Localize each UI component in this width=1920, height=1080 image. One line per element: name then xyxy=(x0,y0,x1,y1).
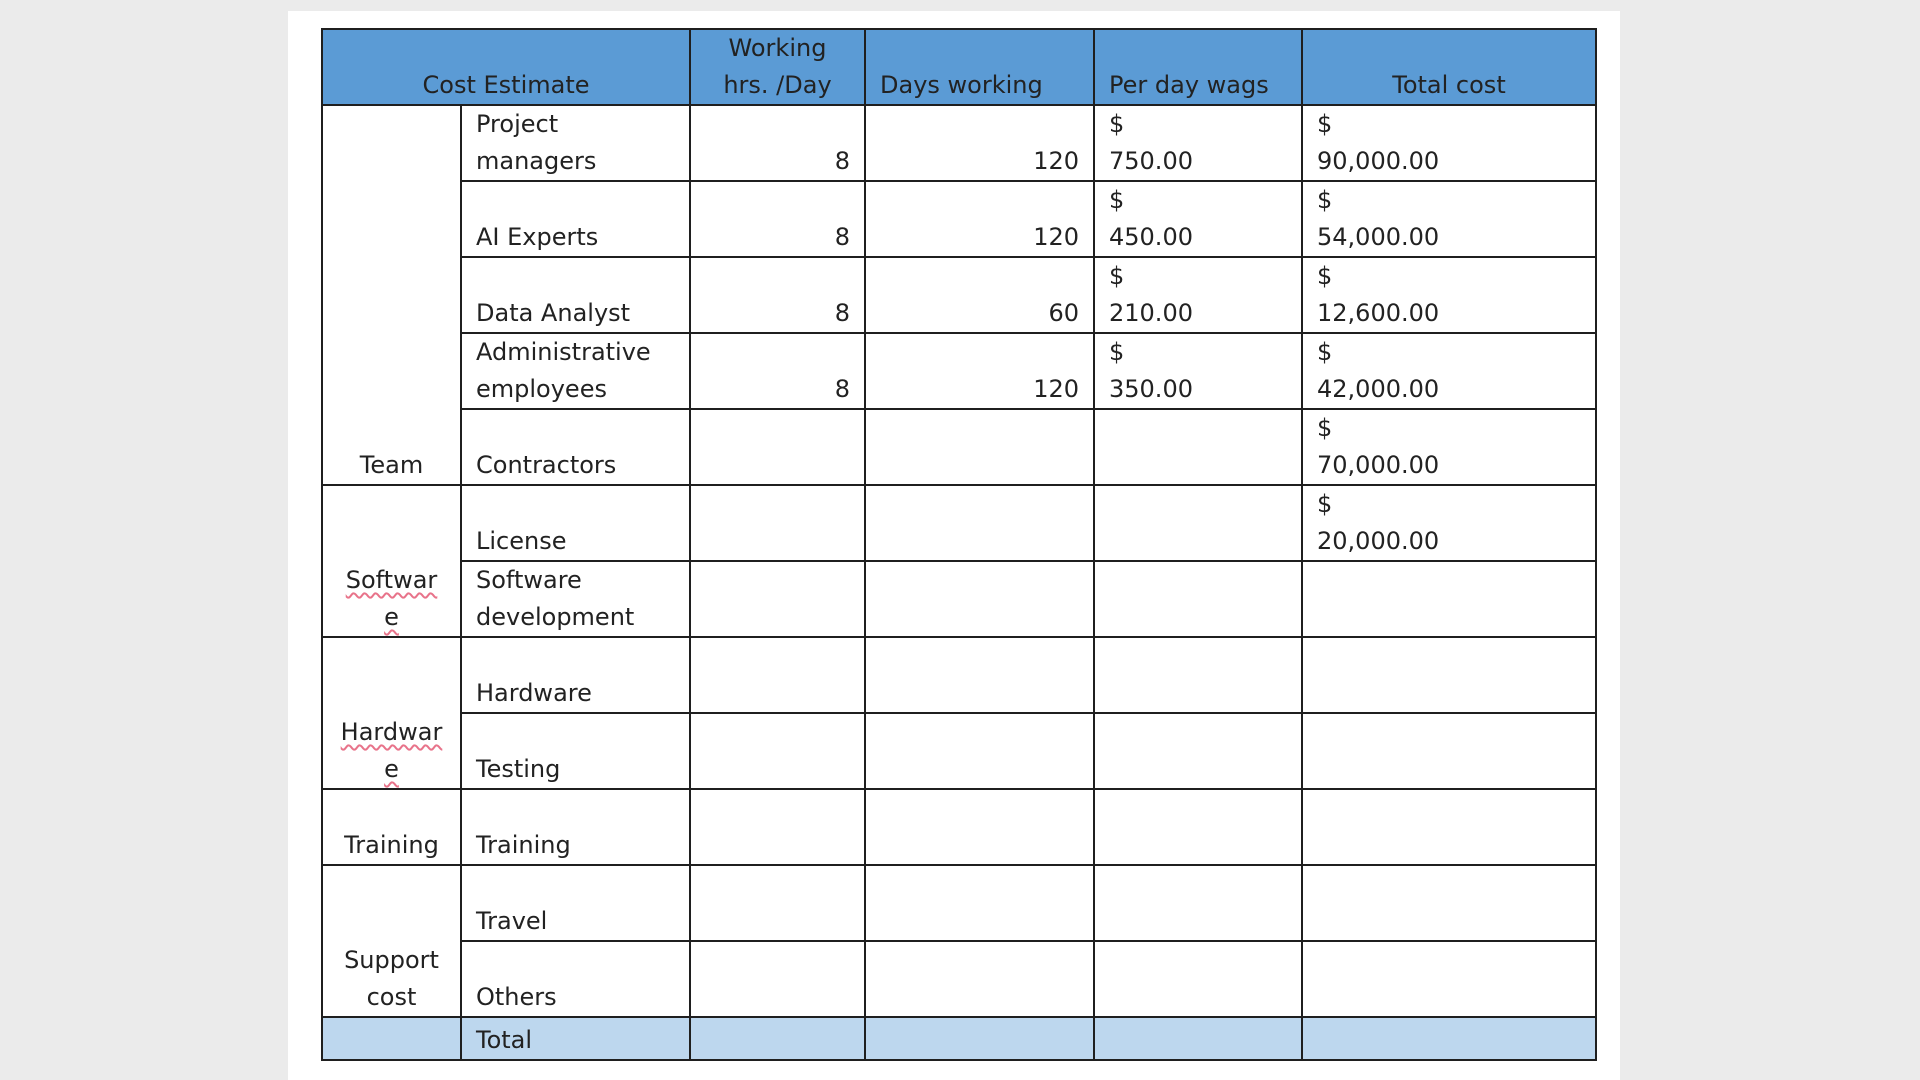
wage-cell[interactable] xyxy=(1094,713,1302,789)
item-cell[interactable]: Administrative employees xyxy=(461,333,690,409)
total-hours-cell[interactable] xyxy=(690,1017,865,1060)
table-row xyxy=(322,181,1596,257)
table-row xyxy=(322,105,1596,181)
item-cell[interactable]: Testing xyxy=(461,713,690,789)
table-row xyxy=(322,713,1596,789)
item-cell[interactable]: Hardware xyxy=(461,637,690,713)
total-label[interactable]: Total xyxy=(461,1017,690,1060)
days-cell[interactable]: 120 xyxy=(865,181,1094,257)
days-cell[interactable]: 120 xyxy=(865,105,1094,181)
item-cell[interactable]: Contractors xyxy=(461,409,690,485)
wage-cell[interactable] xyxy=(1094,941,1302,1017)
days-cell[interactable] xyxy=(865,485,1094,561)
hours-cell[interactable]: 8 xyxy=(690,181,865,257)
total-cost-cell[interactable] xyxy=(1302,1017,1596,1060)
spellcheck-word: Softwar e xyxy=(345,566,438,631)
item-cell[interactable]: Others xyxy=(461,941,690,1017)
spellcheck-word: Hardwar e xyxy=(340,718,443,783)
days-cell[interactable]: 120 xyxy=(865,333,1094,409)
hours-cell[interactable]: 8 xyxy=(690,257,865,333)
cost-estimate-table xyxy=(321,28,1597,1061)
item-cell[interactable]: Software development xyxy=(461,561,690,637)
total-cell[interactable] xyxy=(1302,561,1596,637)
hours-cell[interactable] xyxy=(690,561,865,637)
total-cell[interactable]: $ 90,000.00 xyxy=(1302,105,1596,181)
table-row xyxy=(322,941,1596,1017)
total-cell[interactable] xyxy=(1302,789,1596,865)
days-cell[interactable]: 60 xyxy=(865,257,1094,333)
table-row xyxy=(322,865,1596,941)
total-cell[interactable] xyxy=(1302,865,1596,941)
header-days-working[interactable]: Days working xyxy=(865,29,1094,105)
total-cell[interactable] xyxy=(1302,637,1596,713)
hours-cell[interactable] xyxy=(690,485,865,561)
category-support-cost[interactable]: Support cost xyxy=(322,865,461,1017)
days-cell[interactable] xyxy=(865,713,1094,789)
total-cell[interactable]: $ 54,000.00 xyxy=(1302,181,1596,257)
days-cell[interactable] xyxy=(865,561,1094,637)
wage-cell[interactable]: $ 750.00 xyxy=(1094,105,1302,181)
hours-cell[interactable] xyxy=(690,941,865,1017)
total-cell[interactable]: $ 20,000.00 xyxy=(1302,485,1596,561)
item-cell[interactable]: Training xyxy=(461,789,690,865)
header-total-cost[interactable]: Total cost xyxy=(1302,29,1596,105)
days-cell[interactable] xyxy=(865,941,1094,1017)
total-days-cell[interactable] xyxy=(865,1017,1094,1060)
item-cell[interactable]: Data Analyst xyxy=(461,257,690,333)
category-training[interactable]: Training xyxy=(322,789,461,865)
wage-cell[interactable] xyxy=(1094,637,1302,713)
table-row xyxy=(322,409,1596,485)
hours-cell[interactable] xyxy=(690,713,865,789)
days-cell[interactable] xyxy=(865,637,1094,713)
hours-cell[interactable] xyxy=(690,409,865,485)
wage-cell[interactable] xyxy=(1094,485,1302,561)
table-row xyxy=(322,333,1596,409)
table-row xyxy=(322,257,1596,333)
hours-cell[interactable]: 8 xyxy=(690,333,865,409)
item-cell[interactable]: License xyxy=(461,485,690,561)
header-cost-estimate[interactable]: Cost Estimate xyxy=(322,29,690,105)
hours-cell[interactable] xyxy=(690,789,865,865)
days-cell[interactable] xyxy=(865,789,1094,865)
category-hardware[interactable] xyxy=(322,637,461,789)
wage-cell[interactable]: $ 450.00 xyxy=(1094,181,1302,257)
days-cell[interactable] xyxy=(865,409,1094,485)
header-working-hours[interactable]: Working hrs. /Day xyxy=(690,29,865,105)
header-per-day-wags[interactable]: Per day wags xyxy=(1094,29,1302,105)
category-team[interactable]: Team xyxy=(322,105,461,485)
item-cell[interactable]: Travel xyxy=(461,865,690,941)
total-wage-cell[interactable] xyxy=(1094,1017,1302,1060)
hours-cell[interactable] xyxy=(690,865,865,941)
wage-cell[interactable]: $ 350.00 xyxy=(1094,333,1302,409)
wage-cell[interactable] xyxy=(1094,789,1302,865)
table-row xyxy=(322,789,1596,865)
wage-cell[interactable] xyxy=(1094,865,1302,941)
table-row xyxy=(322,561,1596,637)
hours-cell[interactable]: 8 xyxy=(690,105,865,181)
category-software[interactable] xyxy=(322,485,461,637)
total-cell[interactable]: $ 70,000.00 xyxy=(1302,409,1596,485)
total-row xyxy=(322,1017,1596,1060)
total-category-cell[interactable] xyxy=(322,1017,461,1060)
header-row xyxy=(322,29,1596,105)
item-cell[interactable]: Project managers xyxy=(461,105,690,181)
total-cell[interactable] xyxy=(1302,941,1596,1017)
item-cell[interactable]: AI Experts xyxy=(461,181,690,257)
wage-cell[interactable] xyxy=(1094,561,1302,637)
total-cell[interactable] xyxy=(1302,713,1596,789)
table-row xyxy=(322,637,1596,713)
total-cell[interactable]: $ 12,600.00 xyxy=(1302,257,1596,333)
total-cell[interactable]: $ 42,000.00 xyxy=(1302,333,1596,409)
wage-cell[interactable]: $ 210.00 xyxy=(1094,257,1302,333)
hours-cell[interactable] xyxy=(690,637,865,713)
table-row xyxy=(322,485,1596,561)
days-cell[interactable] xyxy=(865,865,1094,941)
wage-cell[interactable] xyxy=(1094,409,1302,485)
